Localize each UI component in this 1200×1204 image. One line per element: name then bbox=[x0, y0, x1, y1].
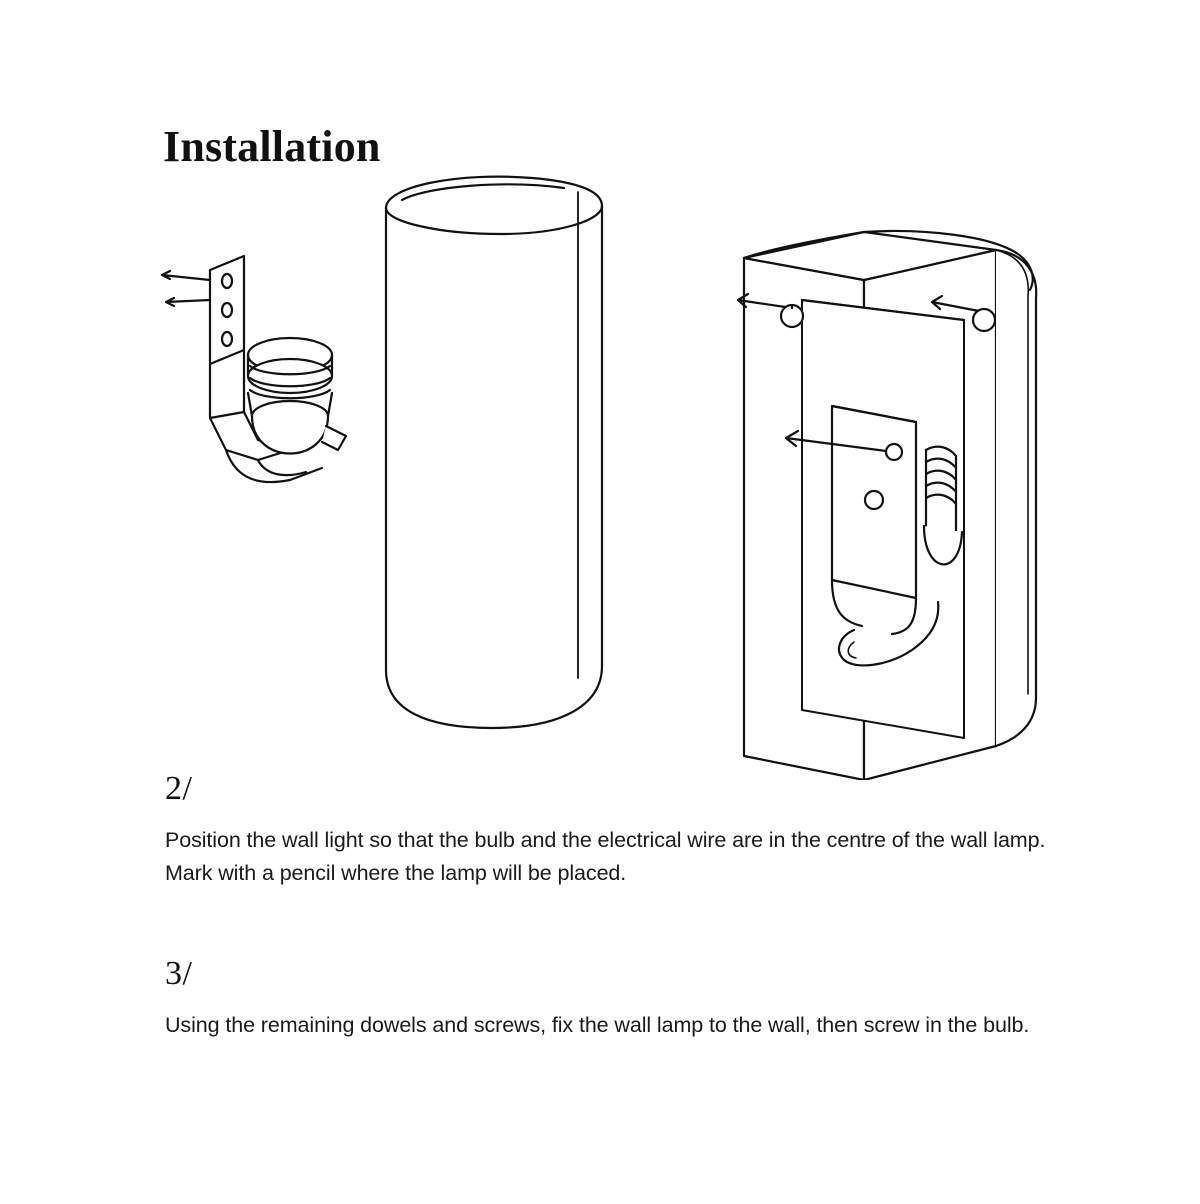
step-2 bbox=[165, 770, 1055, 891]
mounted-wall-lamp-icon bbox=[738, 231, 1036, 780]
lamp-shade-icon bbox=[386, 177, 602, 728]
step-2-text: Position the wall light so that the bulb and the electrical wire are in the centre of the wall lamp. Mark with a pencil where the lamp will be placed. bbox=[165, 828, 1046, 886]
step-3-number: 3/ bbox=[165, 955, 193, 992]
bracket-lamp-holder-icon bbox=[162, 256, 346, 482]
step-2-number: 2/ bbox=[165, 770, 193, 807]
step-3 bbox=[165, 955, 1055, 1042]
page-title: Installation bbox=[163, 122, 381, 172]
step-3-text: Using the remaining dowels and screws, fix the wall lamp to the wall, then screw in the bulb. bbox=[165, 1013, 1030, 1037]
installation-illustration bbox=[140, 150, 1060, 780]
